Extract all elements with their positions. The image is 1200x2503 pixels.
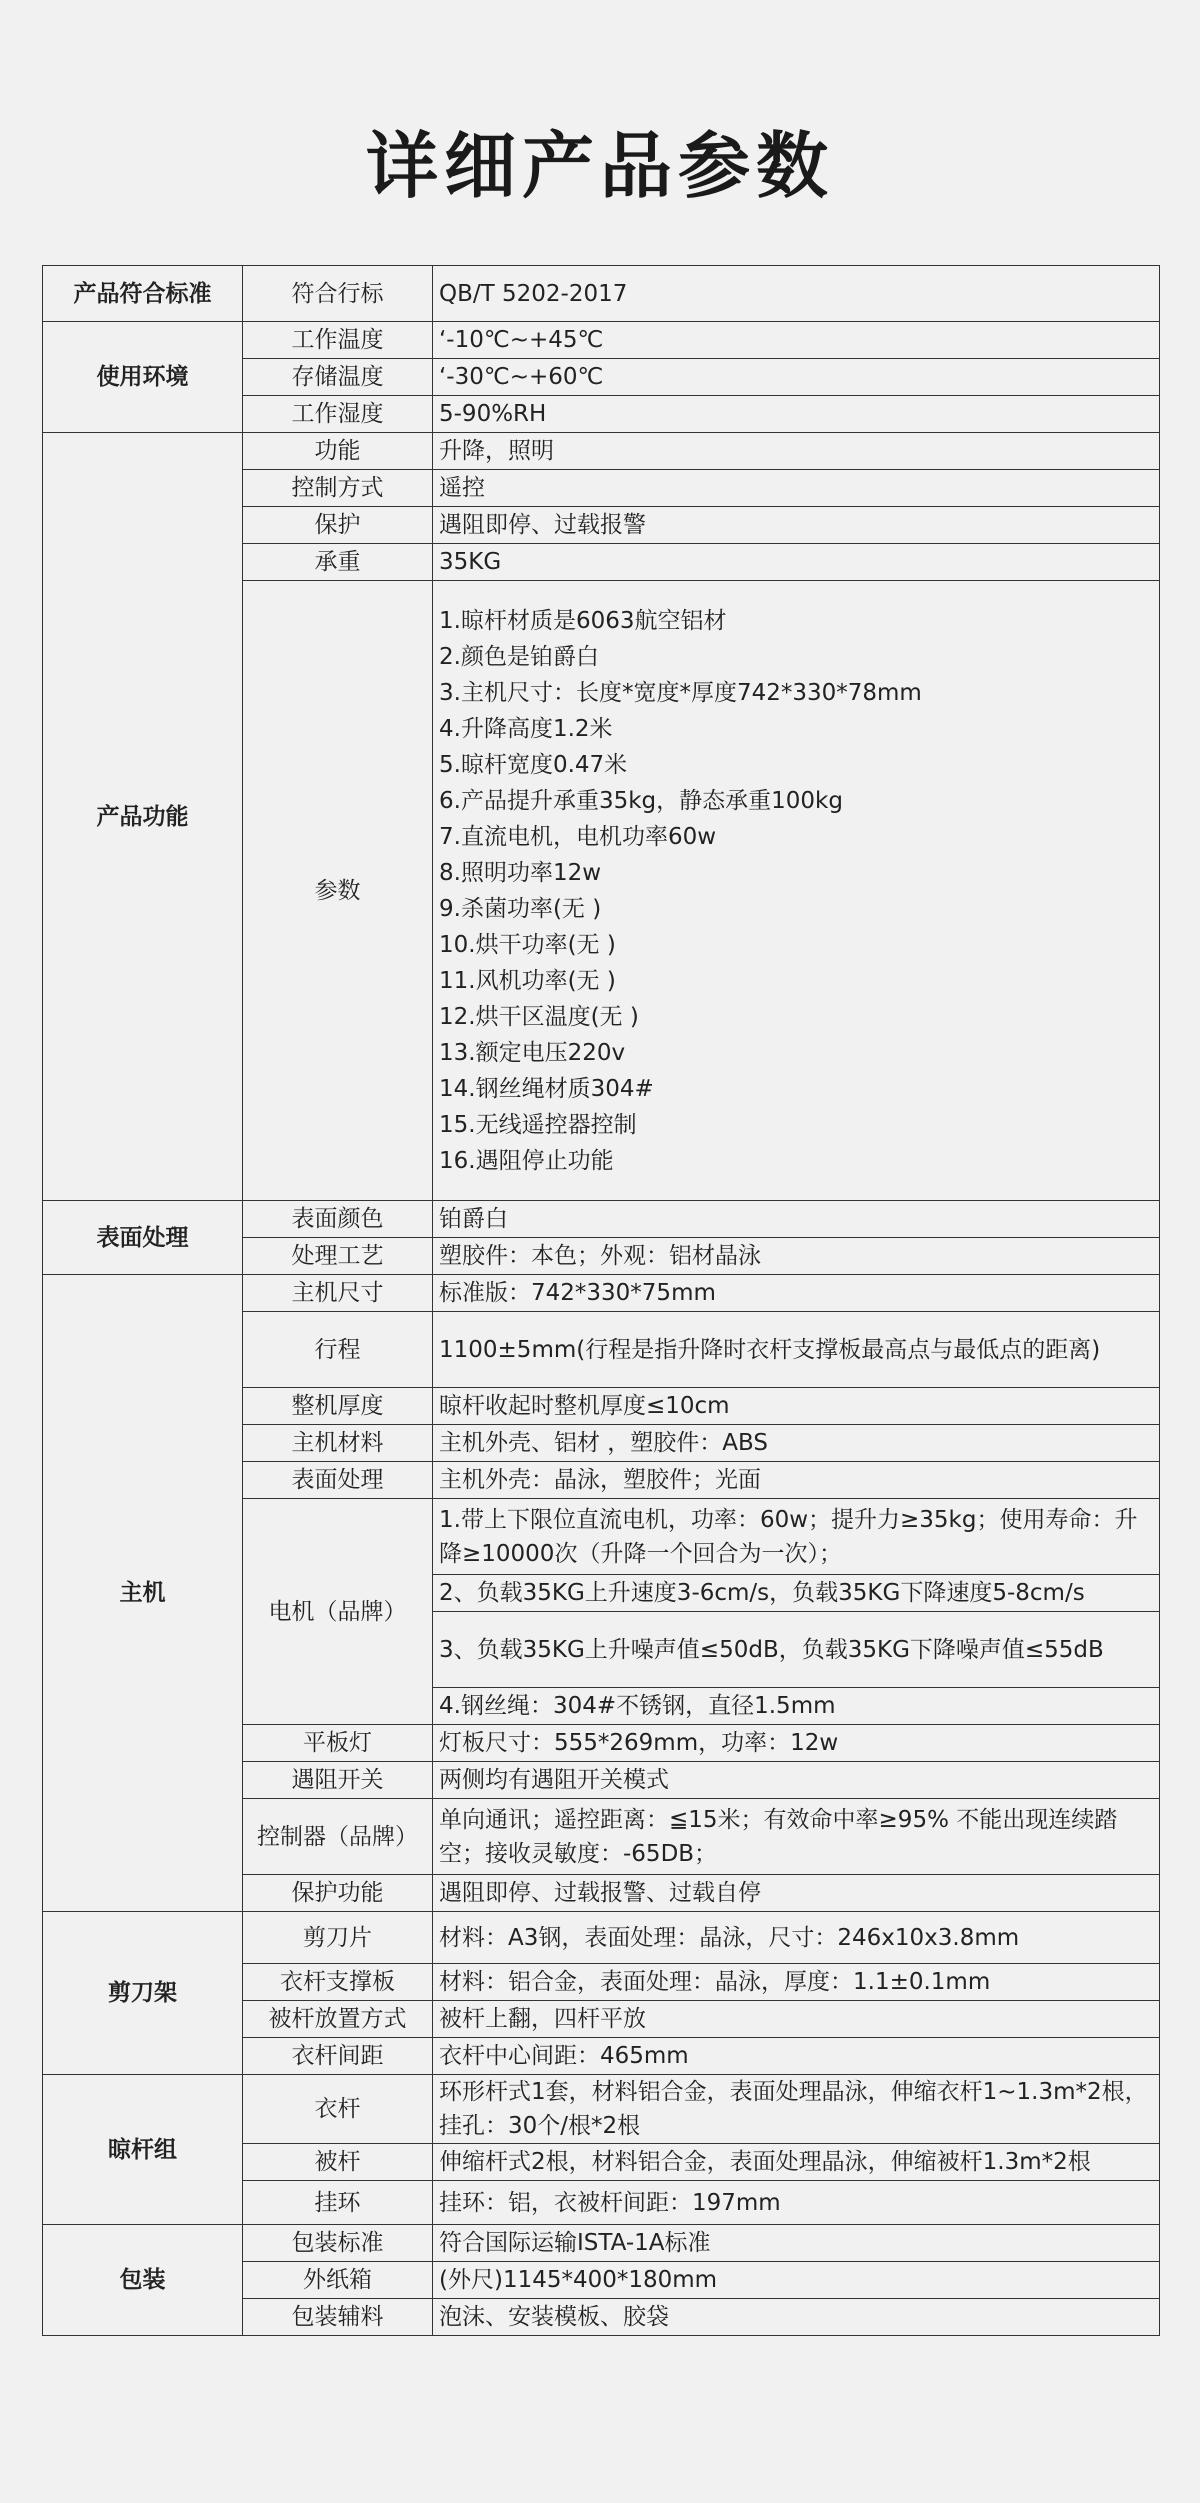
field-label: 挂环 <box>243 2181 433 2225</box>
field-label: 保护 <box>243 507 433 544</box>
section-label: 产品功能 <box>43 433 243 1201</box>
field-value: ‘-10℃~+45℃ <box>433 322 1160 359</box>
param-line: 9.杀菌功率(无 ) <box>439 895 602 922</box>
param-line: 15.无线遥控器控制 <box>439 1111 637 1138</box>
field-value: 遇阻即停、过载报警 <box>433 507 1160 544</box>
spec-row <box>43 1201 1160 1238</box>
field-label: 符合行标 <box>243 266 433 322</box>
field-value: 主机外壳、铝材 ，塑胶件：ABS <box>433 1425 1160 1462</box>
field-value: 4.钢丝绳：304#不锈钢，直径1.5mm <box>433 1688 1160 1725</box>
field-value <box>433 581 1160 1201</box>
section-label: 主机 <box>43 1275 243 1912</box>
field-label: 遇阻开关 <box>243 1762 433 1799</box>
field-value: 35KG <box>433 544 1160 581</box>
field-label: 承重 <box>243 544 433 581</box>
field-value: 遇阻即停、过载报警、过载自停 <box>433 1875 1160 1912</box>
field-label: 控制器（品牌） <box>243 1799 433 1875</box>
field-label: 衣杆 <box>243 2075 433 2144</box>
field-label: 被杆放置方式 <box>243 2001 433 2038</box>
field-label: 平板灯 <box>243 1725 433 1762</box>
param-line: 8.照明功率12w <box>439 859 602 886</box>
param-line: 16.遇阻停止功能 <box>439 1147 614 1174</box>
field-value: 单向通讯；遥控距离：≦15米；有效命中率≥95% 不能出现连续踏空；接收灵敏度：-65DB； <box>433 1799 1160 1875</box>
field-label: 包装标准 <box>243 2225 433 2262</box>
field-value: 衣杆中心间距：465mm <box>433 2038 1160 2075</box>
param-line: 11.风机功率(无 ) <box>439 967 616 994</box>
field-label: 存储温度 <box>243 359 433 396</box>
field-value: 5-90%RH <box>433 396 1160 433</box>
field-label: 行程 <box>243 1312 433 1388</box>
field-label: 被杆 <box>243 2144 433 2181</box>
field-value: 铂爵白 <box>433 1201 1160 1238</box>
field-value: 1100±5mm(行程是指升降时衣杆支撑板最高点与最低点的距离) <box>433 1312 1160 1388</box>
param-line: 1.晾杆材质是6063航空铝材 <box>439 607 727 634</box>
spec-row <box>43 266 1160 322</box>
field-label: 衣杆支撑板 <box>243 1964 433 2001</box>
field-value: 伸缩杆式2根，材料铝合金，表面处理晶泳，伸缩被杆1.3m*2根 <box>433 2144 1160 2181</box>
field-label: 衣杆间距 <box>243 2038 433 2075</box>
page-title: 详细产品参数 <box>365 124 834 208</box>
field-label: 控制方式 <box>243 470 433 507</box>
field-value: 3、负载35KG上升噪声值≤50dB，负载35KG下降噪声值≤55dB <box>433 1612 1160 1688</box>
field-label: 外纸箱 <box>243 2262 433 2299</box>
field-value: 泡沫、安装模板、胶袋 <box>433 2299 1160 2336</box>
field-label: 主机尺寸 <box>243 1275 433 1312</box>
field-label: 剪刀片 <box>243 1912 433 1964</box>
field-value: 两侧均有遇阻开关模式 <box>433 1762 1160 1799</box>
section-label: 表面处理 <box>43 1201 243 1275</box>
field-value: 灯板尺寸：555*269mm，功率：12w <box>433 1725 1160 1762</box>
field-value: 塑胶件：本色；外观：铝材晶泳 <box>433 1238 1160 1275</box>
param-line: 7.直流电机，电机功率60w <box>439 823 717 850</box>
field-value: 材料：A3钢，表面处理：晶泳，尺寸：246x10x3.8mm <box>433 1912 1160 1964</box>
param-line: 5.晾杆宽度0.47米 <box>439 751 628 778</box>
spec-row <box>43 1275 1160 1312</box>
field-value: 遥控 <box>433 470 1160 507</box>
spec-row <box>43 2225 1160 2262</box>
field-value: 环形杆式1套，材料铝合金，表面处理晶泳，伸缩衣杆1~1.3m*2根，挂孔：30个/根*2根 <box>433 2075 1160 2144</box>
field-value: 1.带上下限位直流电机，功率：60w；提升力≥35kg；使用寿命：升降≥10000次（升降一个回合为一次）； <box>433 1499 1160 1575</box>
section-label: 剪刀架 <box>43 1912 243 2075</box>
param-line: 3.主机尺寸：长度*宽度*厚度742*330*78mm <box>439 679 922 706</box>
param-line: 2.颜色是铂爵白 <box>439 643 599 670</box>
param-line: 14.钢丝绳材质304# <box>439 1075 654 1102</box>
field-label: 功能 <box>243 433 433 470</box>
field-value: 主机外壳：晶泳，塑胶件；光面 <box>433 1462 1160 1499</box>
param-line: 12.烘干区温度(无 ) <box>439 1003 639 1030</box>
section-label: 使用环境 <box>43 322 243 433</box>
param-line: 13.额定电压220v <box>439 1039 626 1066</box>
field-label: 处理工艺 <box>243 1238 433 1275</box>
param-line: 10.烘干功率(无 ) <box>439 931 616 958</box>
field-label: 工作湿度 <box>243 396 433 433</box>
section-label: 晾杆组 <box>43 2075 243 2225</box>
field-label: 整机厚度 <box>243 1388 433 1425</box>
param-line: 4.升降高度1.2米 <box>439 715 613 742</box>
field-value: ‘-30℃~+60℃ <box>433 359 1160 396</box>
section-label: 包装 <box>43 2225 243 2336</box>
section-label: 产品符合标准 <box>43 266 243 322</box>
spec-row <box>43 322 1160 359</box>
field-value: 标准版：742*330*75mm <box>433 1275 1160 1312</box>
field-value: 晾杆收起时整机厚度≤10cm <box>433 1388 1160 1425</box>
field-label: 工作温度 <box>243 322 433 359</box>
field-value: QB/T 5202-2017 <box>433 266 1160 322</box>
param-line: 6.产品提升承重35kg，静态承重100kg <box>439 787 843 814</box>
field-value: 挂环：铝，衣被杆间距：197mm <box>433 2181 1160 2225</box>
field-value: 符合国际运输ISTA-1A标准 <box>433 2225 1160 2262</box>
field-label: 表面颜色 <box>243 1201 433 1238</box>
field-value: (外尺)1145*400*180mm <box>433 2262 1160 2299</box>
field-label: 保护功能 <box>243 1875 433 1912</box>
field-label: 参数 <box>243 581 433 1201</box>
spec-row <box>43 2075 1160 2144</box>
field-label: 表面处理 <box>243 1462 433 1499</box>
field-label: 主机材料 <box>243 1425 433 1462</box>
field-value: 被杆上翻，四杆平放 <box>433 2001 1160 2038</box>
field-value: 材料：铝合金，表面处理：晶泳，厚度：1.1±0.1mm <box>433 1964 1160 2001</box>
field-label: 包装辅料 <box>243 2299 433 2336</box>
spec-row <box>43 433 1160 470</box>
field-value: 升降，照明 <box>433 433 1160 470</box>
spec-row <box>43 1912 1160 1964</box>
spec-table <box>42 265 1160 2336</box>
field-label: 电机（品牌） <box>243 1499 433 1725</box>
field-value: 2、负载35KG上升速度3-6cm/s，负载35KG下降速度5-8cm/s <box>433 1575 1160 1612</box>
